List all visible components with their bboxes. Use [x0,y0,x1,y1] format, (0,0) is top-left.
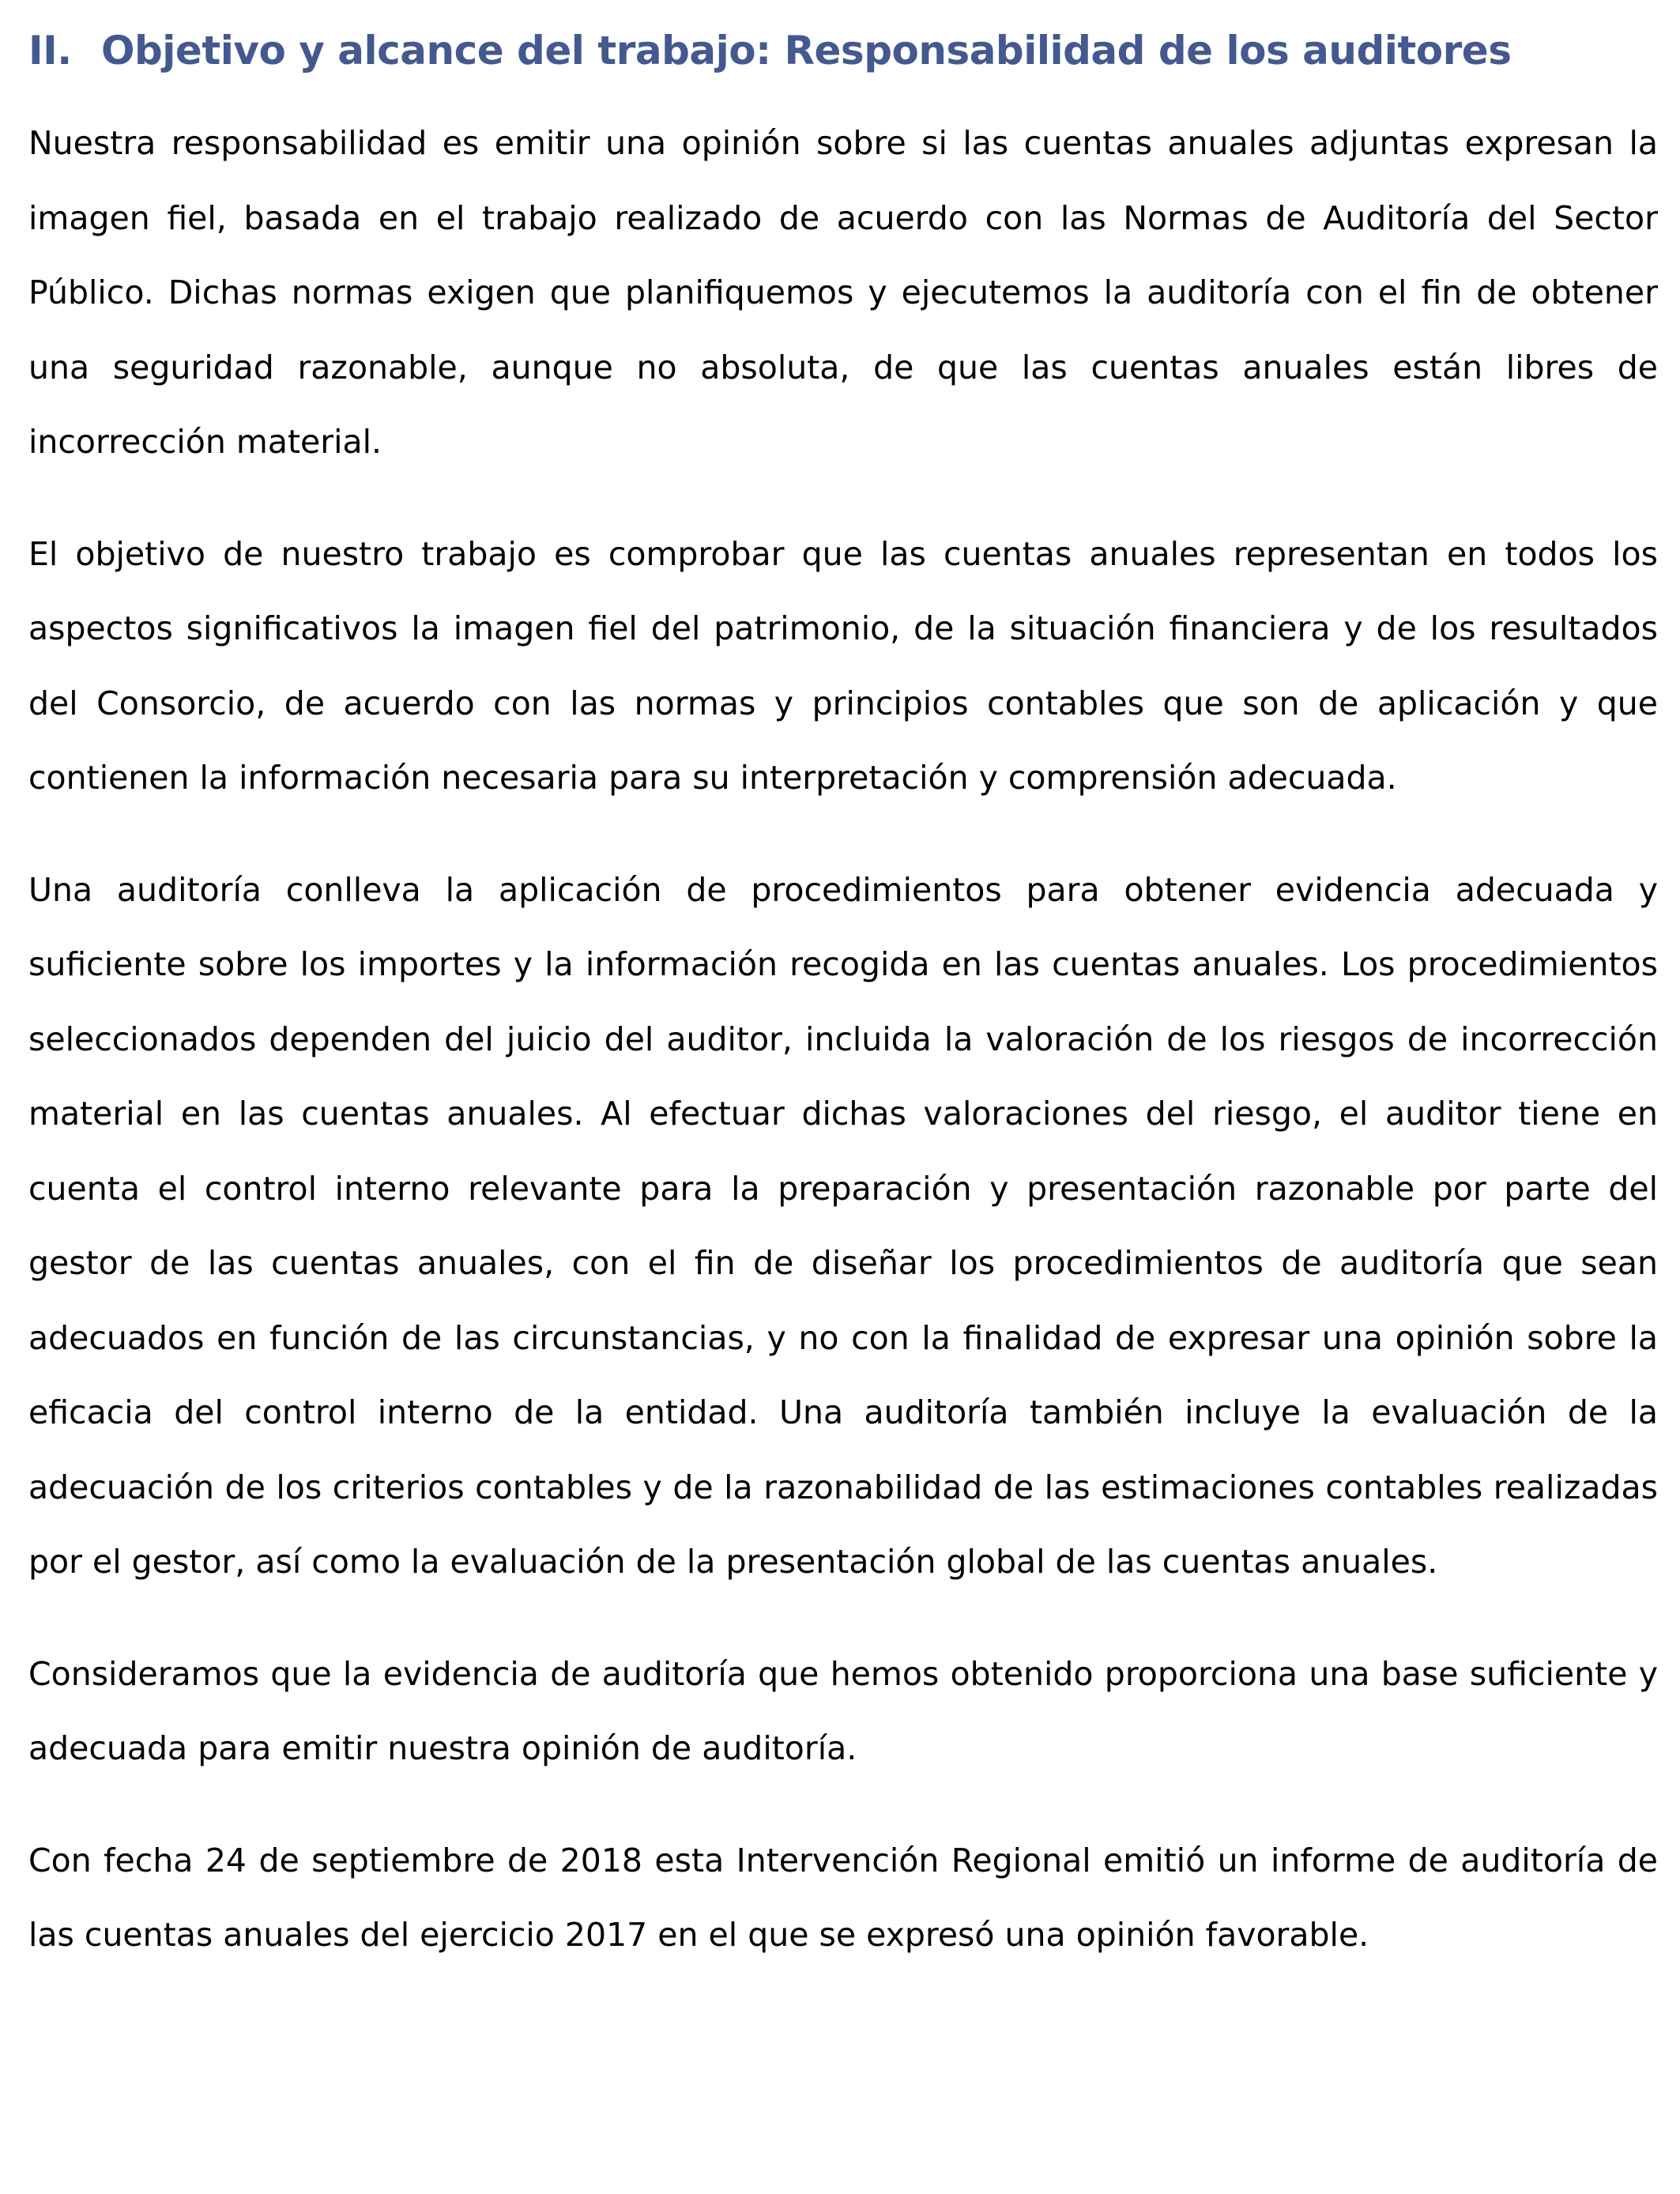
paragraph-procedures: Una auditoría conlleva la aplicación de procedimientos para obtener evidencia adecuada y suficiente sobre los importes y la información recogida en las cuentas anuales. Los procedimientos seleccionados dependen del juicio del auditor, incluida la valoración de los riesgos de incorrección material en las cuentas anuales. Al efectuar dichas valoraciones del riesgo, el auditor tiene en cuenta el control interno relevante para la preparación y presentación razonable por parte del gestor de las cuentas anuales, con el fin de diseñar los procedimientos de auditoría que sean adecuados en función de las circunstancias, y no con la finalidad de expresar una opinión sobre la eficacia del control interno de la entidad. Una auditoría también incluye la evaluación de la adecuación de los criterios contables y de la razonabilidad de las estimaciones contables realizadas por el gestor, así como la evaluación de la presentación global de las cuentas anuales. [28,870,1658,1581]
paragraph-objective: El objetivo de nuestro trabajo es comprobar que las cuentas anuales representan en todos los aspectos significativos la imagen fiel del patrimonio, de la situación financiera y de los resultados del Consorcio, de acuerdo con las normas y principios contables que son de aplicación y que contienen la información necesaria para su interpretación y comprensión adecuada. [28,534,1658,797]
section-title: Objetivo y alcance del trabajo: Responsabilidad de los auditores [101,28,1512,74]
section-number: II. [28,28,72,74]
paragraph-prior-report: Con fecha 24 de septiembre de 2018 esta Intervención Regional emitió un informe de auditoría de las cuentas anuales del ejercicio 2017 en el que se expresó una opinión favorable. [28,1841,1658,1954]
document-page [28,22,1658,1973]
paragraph-evidence: Consideramos que la evidencia de auditoría que hemos obtenido proporciona una base suficiente y adecuada para emitir nuestra opinión de auditoría. [28,1654,1658,1767]
paragraph-responsibility: Nuestra responsabilidad es emitir una opinión sobre si las cuentas anuales adjuntas expresan la imagen fiel, basada en el trabajo realizado de acuerdo con las Normas de Auditoría del Sector Público. Dichas normas exigen que planifiquemos y ejecutemos la auditoría con el fin de obtener una seguridad razonable, aunque no absoluta, de que las cuentas anuales están libres de incorrección material. [28,124,1658,461]
section-heading [28,22,1658,79]
